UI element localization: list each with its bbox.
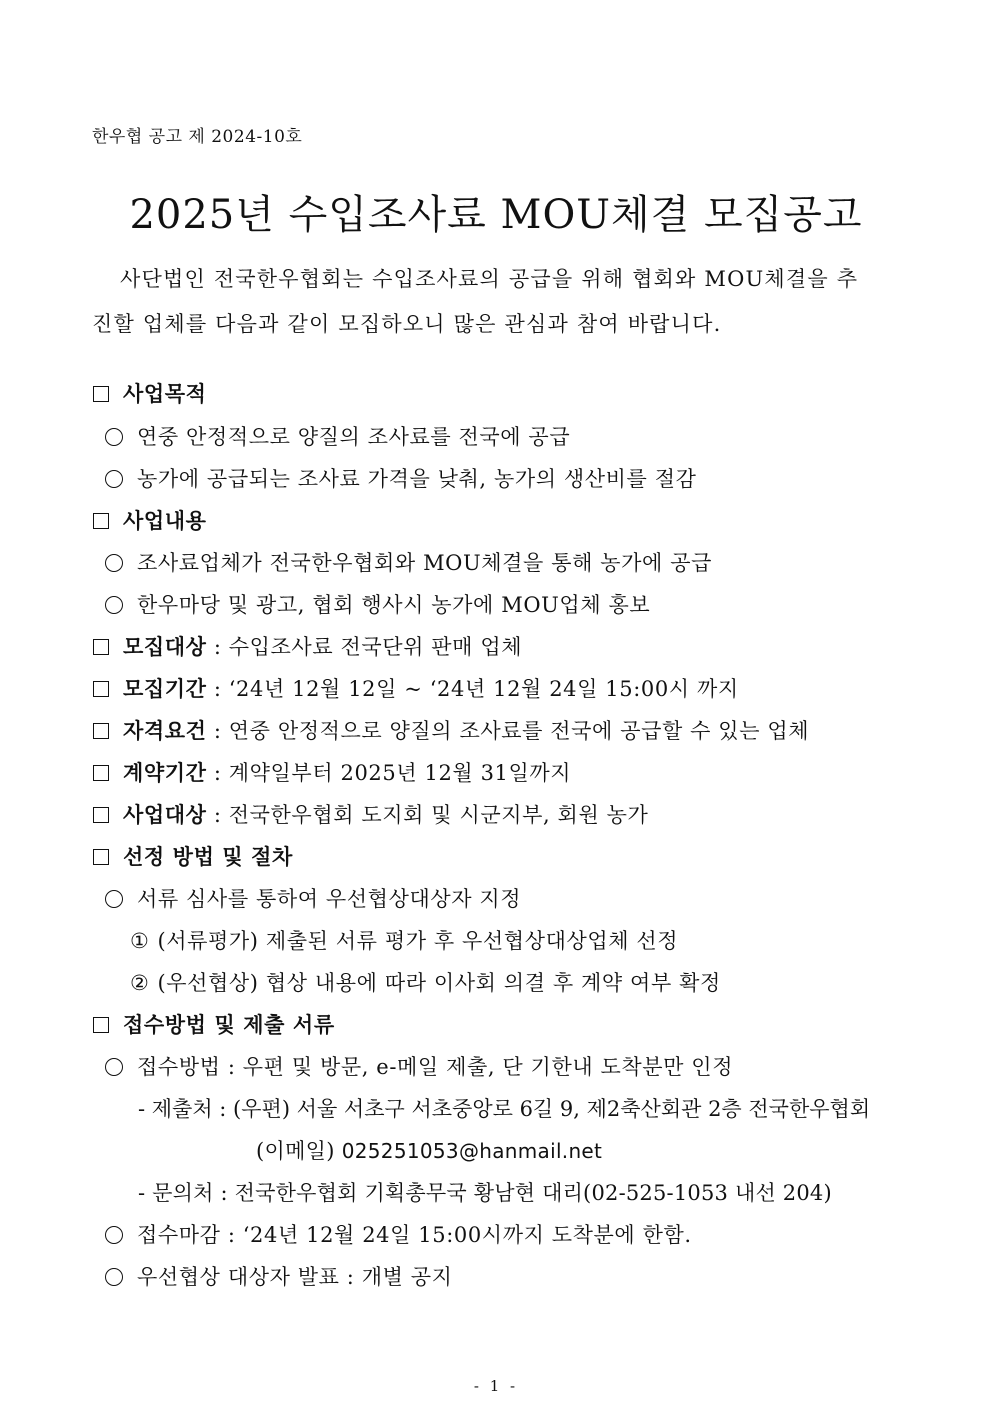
section-selection xyxy=(93,841,293,871)
section-contract: 계약기간 : 계약일부터 2025년 12월 31일까지 xyxy=(93,757,571,787)
circle-bullet-icon xyxy=(105,1226,123,1244)
list-item: 접수마감 : ‘24년 12월 24일 15:00시까지 도착분에 한함. xyxy=(105,1219,692,1249)
list-item: 서류 심사를 통하여 우선협상대상자 지정 xyxy=(105,883,521,913)
checkbox-square-icon xyxy=(93,681,109,697)
circle-bullet-icon xyxy=(105,890,123,908)
page-number: - 1 - xyxy=(473,1377,519,1395)
section-submission xyxy=(93,1009,335,1039)
section-business-target: 사업대상 : 전국한우협회 도지회 및 시군지부, 회원 농가 xyxy=(93,799,648,829)
email-link[interactable]: 025251053@hanmail.net xyxy=(341,1139,603,1163)
step-item: ① (서류평가) 제출된 서류 평가 후 우선협상대상업체 선정 xyxy=(130,929,679,953)
section-purpose xyxy=(93,378,207,408)
section-heading: 접수방법 및 제출 서류 xyxy=(123,1012,335,1037)
list-item: 우선협상 대상자 발표 : 개별 공지 xyxy=(105,1261,453,1291)
circle-bullet-icon xyxy=(105,1268,123,1286)
list-item: 연중 안정적으로 양질의 조사료를 전국에 공급 xyxy=(105,421,570,451)
checkbox-square-icon xyxy=(93,849,109,865)
circle-bullet-icon xyxy=(105,470,123,488)
section-qualification: 자격요건 : 연중 안정적으로 양질의 조사료를 전국에 공급할 수 있는 업체 xyxy=(93,715,809,745)
section-target: 모집대상 : 수입조사료 전국단위 판매 업체 xyxy=(93,631,522,661)
circle-bullet-icon xyxy=(105,596,123,614)
checkbox-square-icon xyxy=(93,765,109,781)
list-item: 조사료업체가 전국한우협회와 MOU체결을 통해 농가에 공급 xyxy=(105,547,712,577)
checkbox-square-icon xyxy=(93,386,109,402)
circle-bullet-icon xyxy=(105,1058,123,1076)
section-heading: 사업내용 xyxy=(123,508,207,533)
circle-bullet-icon xyxy=(105,428,123,446)
list-item: 접수방법 : 우편 및 방문, e-메일 제출, 단 기한내 도착분만 인정 xyxy=(105,1051,733,1081)
section-heading: 선정 방법 및 절차 xyxy=(123,844,293,869)
recipient-line: - 제출처 : (우편) 서울 서초구 서초중앙로 6길 9, 제2축산회관 2층 전국한우협회 xyxy=(138,1097,871,1121)
section-content xyxy=(93,505,207,535)
section-heading: 사업목적 xyxy=(123,381,207,406)
checkbox-square-icon xyxy=(93,1017,109,1033)
checkbox-square-icon xyxy=(93,639,109,655)
inquiry-line: - 문의처 : 전국한우협회 기획총무국 황남현 대리(02-525-1053 내선 204) xyxy=(138,1181,832,1205)
recipient-email-line: (이메일) 025251053@hanmail.net xyxy=(256,1139,603,1163)
checkbox-square-icon xyxy=(93,513,109,529)
intro-line-2: 진할 업체를 다음과 같이 모집하오니 많은 관심과 참여 바랍니다. xyxy=(92,312,722,336)
checkbox-square-icon xyxy=(93,723,109,739)
checkbox-square-icon xyxy=(93,807,109,823)
intro-line-1: 사단법인 전국한우협회는 수입조사료의 공급을 위해 협회와 MOU체결을 추 xyxy=(120,267,859,291)
step-item: ② (우선협상) 협상 내용에 따라 이사회 의결 후 계약 여부 확정 xyxy=(130,971,721,995)
notice-number: 한우협 공고 제 2024-10호 xyxy=(92,127,303,147)
list-item: 농가에 공급되는 조사료 가격을 낮춰, 농가의 생산비를 절감 xyxy=(105,463,696,493)
circle-bullet-icon xyxy=(105,554,123,572)
list-item: 한우마당 및 광고, 협회 행사시 농가에 MOU업체 홍보 xyxy=(105,589,650,619)
section-period: 모집기간 : ‘24년 12월 12일 ~ ‘24년 12월 24일 15:00시 까지 xyxy=(93,673,739,703)
page-title: 2025년 수입조사료 MOU체결 모집공고 xyxy=(129,192,863,238)
